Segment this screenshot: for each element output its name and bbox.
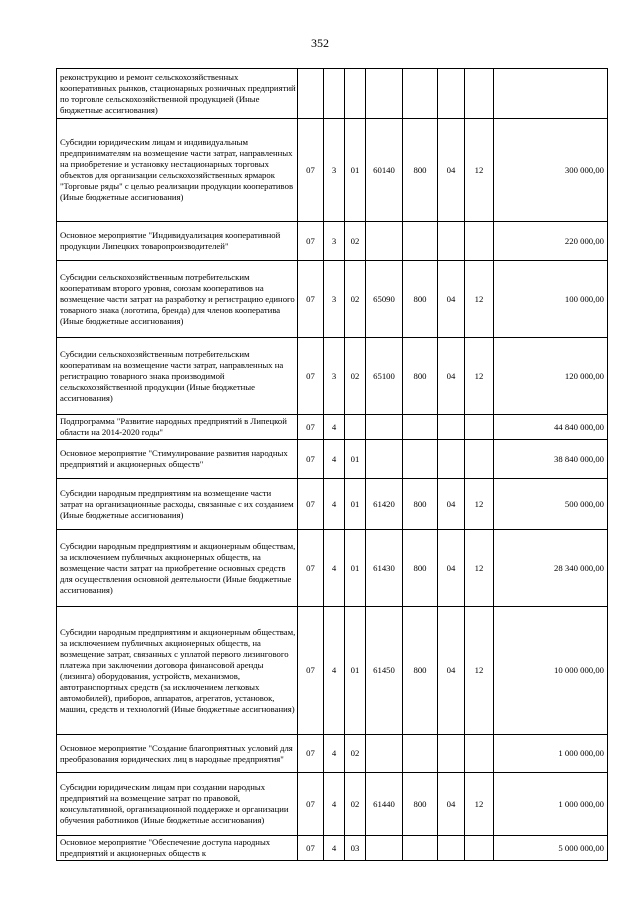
code-expense-type: 800 xyxy=(403,338,438,415)
table-row xyxy=(57,479,608,530)
code-direction xyxy=(366,415,403,440)
code-expense-type: 800 xyxy=(403,119,438,222)
row-name: Субсидии народным предприятиям и акционерным обществам, за исключением публичных акционерных обществ, на возмещение затрат, связанных с уплатой первого лизингового платежа при заключении договора финансовой аренды (лизинга) оборудования, устройств, механизмов, автотранспортных средств (за исключением легковых автомобилей), приборов, аппаратов, агрегатов, установок, машин, средств и технологий (Иные бюджетные ассигнования) xyxy=(57,607,298,735)
code-subsection xyxy=(465,836,494,861)
code-activity: 01 xyxy=(345,119,366,222)
row-amount: 44 840 000,00 xyxy=(494,415,608,440)
table-row xyxy=(57,222,608,261)
code-expense-type: 800 xyxy=(403,479,438,530)
table-row xyxy=(57,69,608,119)
code-program: 07 xyxy=(298,735,324,773)
table-row xyxy=(57,530,608,607)
code-activity xyxy=(345,415,366,440)
code-section xyxy=(438,415,465,440)
row-amount: 1 000 000,00 xyxy=(494,735,608,773)
table-row xyxy=(57,338,608,415)
code-direction: 61420 xyxy=(366,479,403,530)
code-program: 07 xyxy=(298,479,324,530)
code-expense-type xyxy=(403,69,438,119)
code-expense-type: 800 xyxy=(403,773,438,836)
code-activity xyxy=(345,69,366,119)
code-expense-type: 800 xyxy=(403,261,438,338)
row-name: реконструкцию и ремонт сельскохозяйственных кооперативных рынков, стационарных розничных предприятий по торговле сельскохозяйственной продукцией (Иные бюджетные ассигнования) xyxy=(57,69,298,119)
row-amount: 500 000,00 xyxy=(494,479,608,530)
code-direction xyxy=(366,440,403,479)
code-activity: 03 xyxy=(345,836,366,861)
code-subprogram: 4 xyxy=(324,479,345,530)
code-section xyxy=(438,735,465,773)
code-program: 07 xyxy=(298,261,324,338)
row-amount: 38 840 000,00 xyxy=(494,440,608,479)
code-program xyxy=(298,69,324,119)
code-program: 07 xyxy=(298,836,324,861)
code-subprogram: 4 xyxy=(324,773,345,836)
code-program: 07 xyxy=(298,415,324,440)
code-subprogram: 3 xyxy=(324,119,345,222)
code-direction: 65090 xyxy=(366,261,403,338)
code-subprogram: 4 xyxy=(324,836,345,861)
code-program: 07 xyxy=(298,338,324,415)
code-section: 04 xyxy=(438,119,465,222)
code-subprogram xyxy=(324,69,345,119)
row-name: Субсидии юридическим лицам и индивидуальным предпринимателям на возмещение части затрат, направленных на приобретение и установку нестационарных торговых объектов для организации сельскохозяйственных ярмарок "Торговые ряды" с целью реализации продукции кооперативов (Иные бюджетные ассигнования) xyxy=(57,119,298,222)
code-subsection: 12 xyxy=(465,773,494,836)
page-number: 352 xyxy=(311,36,329,50)
table-row xyxy=(57,735,608,773)
code-expense-type: 800 xyxy=(403,607,438,735)
row-amount: 120 000,00 xyxy=(494,338,608,415)
code-subprogram: 3 xyxy=(324,338,345,415)
code-direction xyxy=(366,836,403,861)
code-subsection xyxy=(465,440,494,479)
code-program: 07 xyxy=(298,607,324,735)
code-subsection: 12 xyxy=(465,530,494,607)
budget-table xyxy=(56,68,608,861)
code-section: 04 xyxy=(438,479,465,530)
code-program: 07 xyxy=(298,530,324,607)
code-section xyxy=(438,69,465,119)
row-amount xyxy=(494,69,608,119)
row-name: Основное мероприятие "Индивидуализация кооперативной продукции Липецких товаропроизводителей" xyxy=(57,222,298,261)
code-activity: 02 xyxy=(345,735,366,773)
code-direction: 65100 xyxy=(366,338,403,415)
code-activity: 01 xyxy=(345,530,366,607)
code-direction: 61430 xyxy=(366,530,403,607)
table-row xyxy=(57,440,608,479)
code-subprogram: 4 xyxy=(324,735,345,773)
code-subsection: 12 xyxy=(465,261,494,338)
code-subprogram: 4 xyxy=(324,530,345,607)
code-subsection: 12 xyxy=(465,607,494,735)
row-name: Субсидии сельскохозяйственным потребительским кооперативам на возмещение части затрат, направленных на регистрацию товарного знака производимой сельскохозяйственной продукции (Иные бюджетные ассигнования) xyxy=(57,338,298,415)
code-section xyxy=(438,836,465,861)
row-name: Основное мероприятие "Обеспечение доступа народных предприятий и акционерных обществ к xyxy=(57,836,298,861)
code-subprogram: 4 xyxy=(324,607,345,735)
code-section: 04 xyxy=(438,530,465,607)
code-section: 04 xyxy=(438,338,465,415)
code-expense-type: 800 xyxy=(403,530,438,607)
code-program: 07 xyxy=(298,440,324,479)
code-section xyxy=(438,222,465,261)
row-name: Основное мероприятие "Создание благоприятных условий для преобразования юридических лиц в народные предприятия" xyxy=(57,735,298,773)
code-program: 07 xyxy=(298,222,324,261)
row-amount: 100 000,00 xyxy=(494,261,608,338)
code-subsection: 12 xyxy=(465,338,494,415)
code-subprogram: 3 xyxy=(324,261,345,338)
row-amount: 1 000 000,00 xyxy=(494,773,608,836)
table-row xyxy=(57,415,608,440)
code-activity: 01 xyxy=(345,440,366,479)
row-name: Основное мероприятие "Стимулирование развития народных предприятий и акционерных обществ" xyxy=(57,440,298,479)
code-section: 04 xyxy=(438,773,465,836)
row-amount: 28 340 000,00 xyxy=(494,530,608,607)
code-program: 07 xyxy=(298,773,324,836)
code-subprogram: 4 xyxy=(324,415,345,440)
code-subsection: 12 xyxy=(465,479,494,530)
code-subprogram: 3 xyxy=(324,222,345,261)
code-subsection xyxy=(465,222,494,261)
code-subsection: 12 xyxy=(465,119,494,222)
code-direction: 60140 xyxy=(366,119,403,222)
code-section xyxy=(438,440,465,479)
row-name: Субсидии сельскохозяйственным потребительским кооперативам второго уровня, союзам кооперативов на возмещение части затрат на разработку и регистрацию единого товарного знака (логотипа, бренда) для членов кооператива (Иные бюджетные ассигнования) xyxy=(57,261,298,338)
code-subprogram: 4 xyxy=(324,440,345,479)
code-expense-type xyxy=(403,440,438,479)
row-name: Подпрограмма "Развитие народных предприятий в Липецкой области на 2014-2020 годы" xyxy=(57,415,298,440)
row-name: Субсидии народным предприятиям и акционерным обществам, за исключением публичных акционерных обществ, на возмещение части затрат на приобретение основных средств для осуществления основной деятельности (Иные бюджетные ассигнования) xyxy=(57,530,298,607)
code-direction xyxy=(366,69,403,119)
row-amount: 10 000 000,00 xyxy=(494,607,608,735)
code-section: 04 xyxy=(438,607,465,735)
code-expense-type xyxy=(403,415,438,440)
code-activity: 01 xyxy=(345,479,366,530)
code-expense-type xyxy=(403,735,438,773)
table-row xyxy=(57,261,608,338)
code-direction: 61450 xyxy=(366,607,403,735)
row-amount: 300 000,00 xyxy=(494,119,608,222)
code-activity: 02 xyxy=(345,338,366,415)
code-direction: 61440 xyxy=(366,773,403,836)
code-activity: 01 xyxy=(345,607,366,735)
row-name: Субсидии юридическим лицам при создании народных предприятий на возмещение затрат по правовой, консультативной, организационной поддержке и организации обучения работников (Иные бюджетные ассигнования) xyxy=(57,773,298,836)
table-row xyxy=(57,607,608,735)
row-name: Субсидии народным предприятиям на возмещение части затрат на организационные расходы, связанные с их созданием (Иные бюджетные ассигнования) xyxy=(57,479,298,530)
code-expense-type xyxy=(403,222,438,261)
code-direction xyxy=(366,222,403,261)
code-subsection xyxy=(465,735,494,773)
code-direction xyxy=(366,735,403,773)
code-activity: 02 xyxy=(345,222,366,261)
code-expense-type xyxy=(403,836,438,861)
code-subsection xyxy=(465,69,494,119)
code-activity: 02 xyxy=(345,261,366,338)
table-row xyxy=(57,119,608,222)
row-amount: 220 000,00 xyxy=(494,222,608,261)
code-subsection xyxy=(465,415,494,440)
row-amount: 5 000 000,00 xyxy=(494,836,608,861)
code-section: 04 xyxy=(438,261,465,338)
code-activity: 02 xyxy=(345,773,366,836)
table-row xyxy=(57,836,608,861)
table-row xyxy=(57,773,608,836)
code-program: 07 xyxy=(298,119,324,222)
